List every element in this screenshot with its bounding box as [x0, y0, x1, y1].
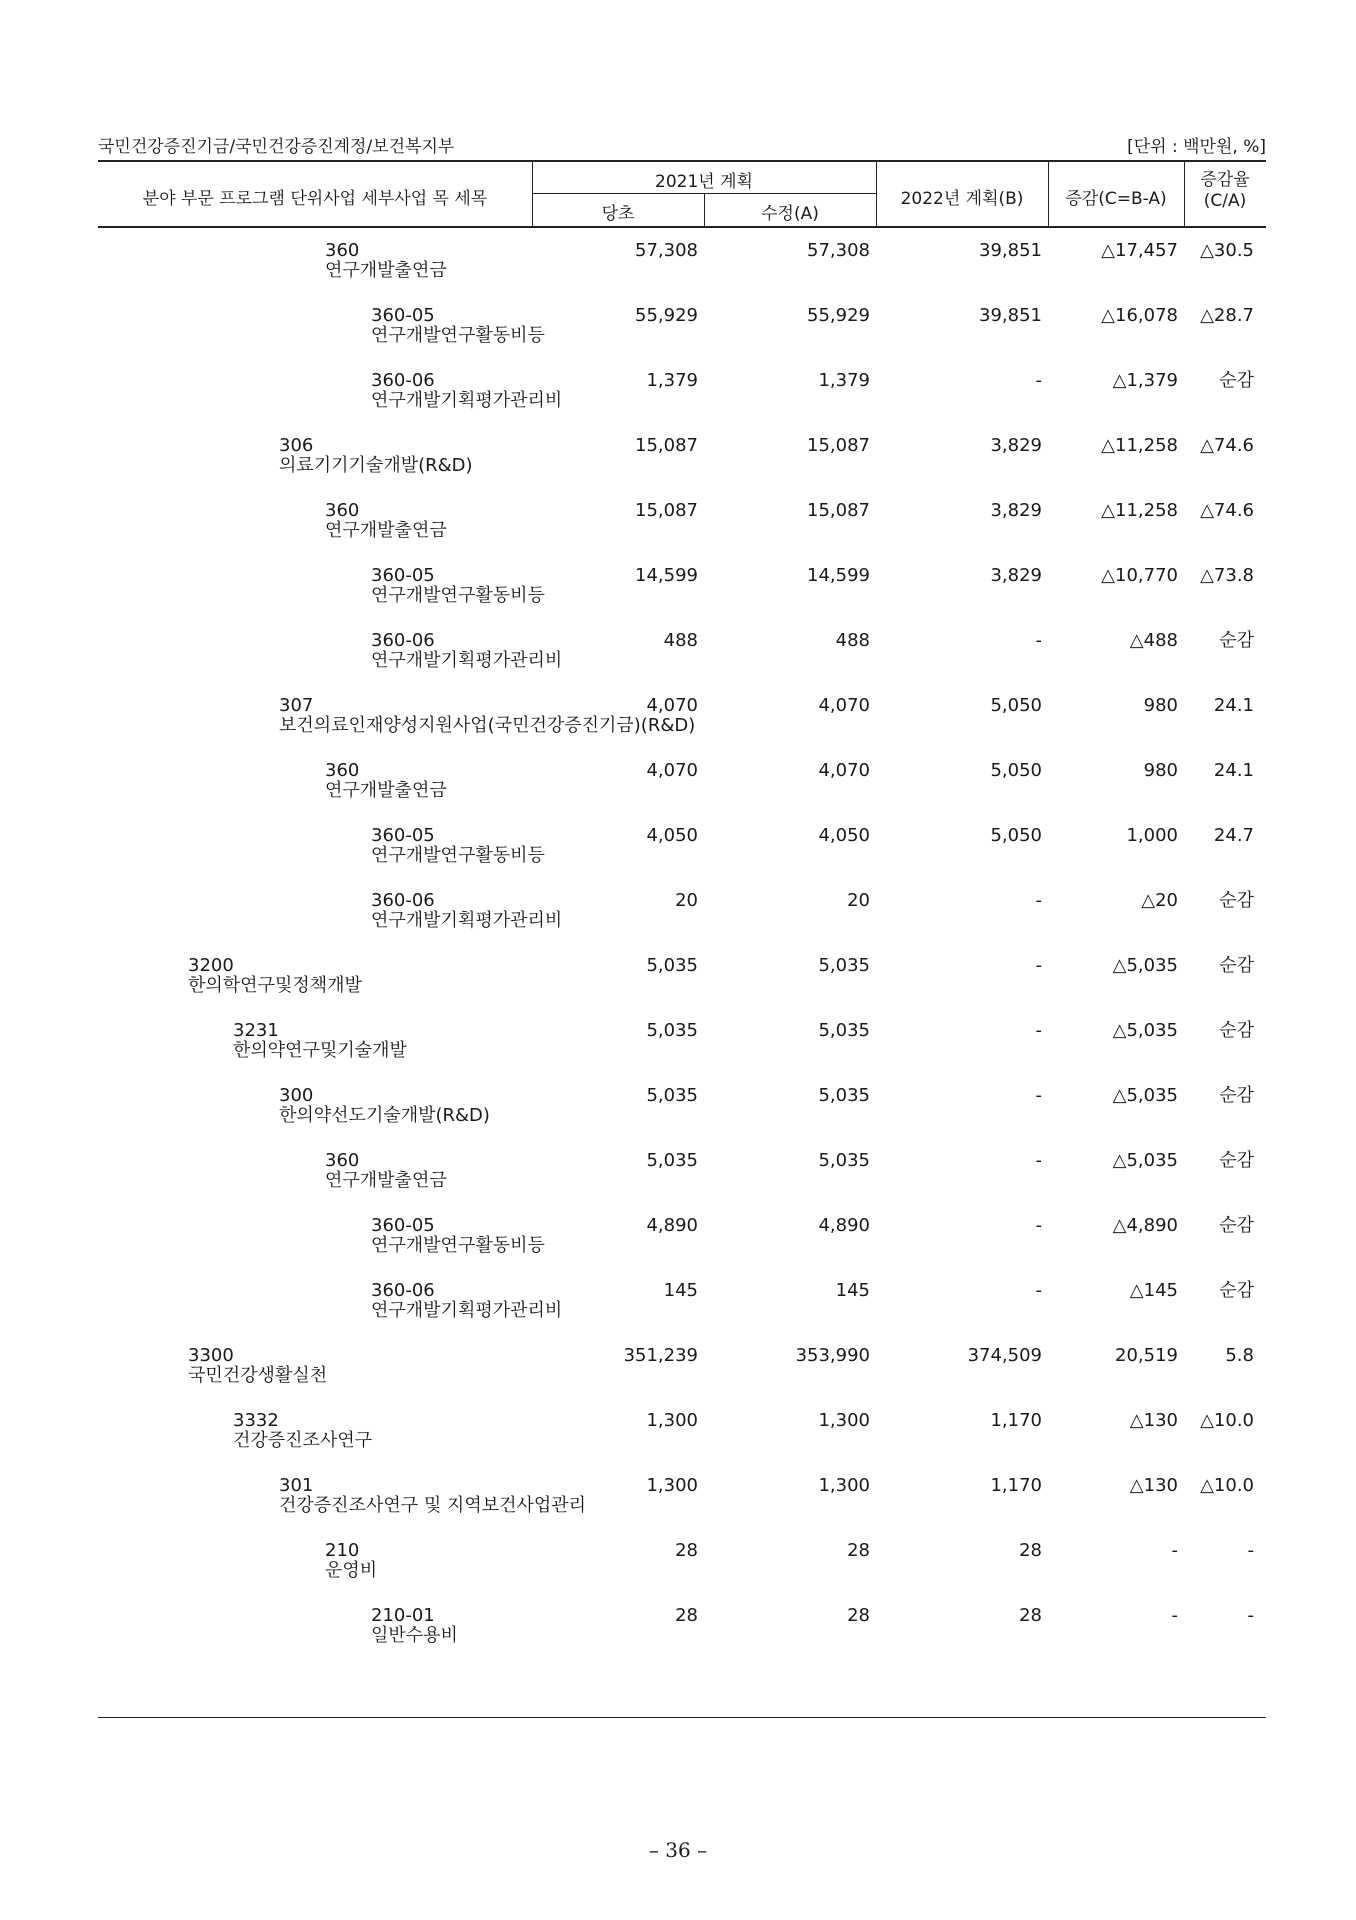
value-revised: 15,087 [807, 435, 870, 456]
value-plan2022: 3,829 [990, 435, 1042, 456]
value-original: 57,308 [635, 240, 698, 261]
item-name: 운영비 [325, 1560, 378, 1581]
value-revised: 5,035 [818, 1150, 870, 1171]
value-revised: 5,035 [818, 1020, 870, 1041]
value-plan2022: - [1035, 955, 1042, 976]
value-rate: 순감 [1219, 370, 1254, 391]
table-row [0, 436, 1356, 486]
item-name: 건강증진조사연구 [233, 1430, 373, 1451]
item-code: 360-06 [371, 890, 435, 911]
item-code: 307 [279, 695, 314, 716]
value-rate: 순감 [1219, 1020, 1254, 1041]
value-change: 20,519 [1115, 1345, 1178, 1366]
value-rate: 순감 [1219, 890, 1254, 911]
table-row [0, 1086, 1356, 1136]
value-original: 4,070 [646, 760, 698, 781]
value-change: 980 [1143, 695, 1178, 716]
item-code: 3332 [233, 1410, 279, 1431]
item-code: 360-06 [371, 1280, 435, 1301]
table-row [0, 1476, 1356, 1526]
value-revised: 5,035 [818, 1085, 870, 1106]
value-original: 28 [675, 1605, 698, 1626]
item-name: 연구개발출연금 [325, 1170, 447, 1191]
page-number: – 36 – [648, 1838, 708, 1862]
item-name: 한의약선도기술개발(R&D) [279, 1105, 490, 1126]
value-revised: 145 [835, 1280, 870, 1301]
value-plan2022: 374,509 [967, 1345, 1042, 1366]
item-code: 3200 [188, 955, 234, 976]
col-header-category: 분야 부문 프로그램 단위사업 세부사업 목 세목 [142, 189, 488, 209]
value-revised: 4,890 [818, 1215, 870, 1236]
item-name: 연구개발연구활동비등 [371, 585, 545, 606]
table-row [0, 761, 1356, 811]
value-change: △145 [1129, 1280, 1178, 1301]
item-name: 연구개발출연금 [325, 520, 447, 541]
value-change: △488 [1129, 630, 1178, 651]
value-change: △17,457 [1101, 240, 1178, 261]
table-row [0, 1151, 1356, 1201]
value-original: 4,070 [646, 695, 698, 716]
item-code: 300 [279, 1085, 314, 1106]
value-original: 4,890 [646, 1215, 698, 1236]
table-row [0, 891, 1356, 941]
value-rate: 순감 [1219, 1215, 1254, 1236]
item-name: 의료기기기술개발(R&D) [279, 455, 473, 476]
value-revised: 55,929 [807, 305, 870, 326]
value-revised: 57,308 [807, 240, 870, 261]
item-name: 보건의료인재양성지원사업(국민건강증진기금)(R&D) [279, 715, 696, 736]
table-row [0, 956, 1356, 1006]
value-revised: 28 [847, 1605, 870, 1626]
table-row [0, 1216, 1356, 1266]
header-bottom-rule [98, 226, 1266, 228]
item-code: 360-05 [371, 1215, 435, 1236]
col-header-plan2022: 2022년 계획(B) [900, 189, 1024, 209]
item-code: 301 [279, 1475, 314, 1496]
value-plan2022: 1,170 [990, 1410, 1042, 1431]
value-plan2022: - [1035, 1020, 1042, 1041]
value-revised: 14,599 [807, 565, 870, 586]
col-header-rate-line2: (C/A) [1203, 191, 1247, 211]
value-plan2022: - [1035, 1085, 1042, 1106]
value-change: △5,035 [1112, 1085, 1178, 1106]
item-name: 연구개발연구활동비등 [371, 1235, 545, 1256]
value-rate: 24.1 [1213, 695, 1254, 716]
item-code: 360 [325, 760, 360, 781]
value-change: △5,035 [1112, 955, 1178, 976]
value-change: 980 [1143, 760, 1178, 781]
table-row [0, 1021, 1356, 1071]
item-name: 연구개발기획평가관리비 [371, 390, 563, 411]
value-change: △1,379 [1112, 370, 1178, 391]
value-rate: △10.0 [1200, 1410, 1254, 1431]
item-name: 건강증진조사연구 및 지역보건사업관리 [279, 1495, 587, 1516]
value-rate: △73.8 [1200, 565, 1254, 586]
item-name: 연구개발출연금 [325, 780, 447, 801]
value-plan2022: 39,851 [979, 240, 1042, 261]
table-row [0, 501, 1356, 551]
table-bottom-rule [98, 1717, 1266, 1718]
value-change: △130 [1129, 1475, 1178, 1496]
value-rate: △74.6 [1200, 435, 1254, 456]
value-change: △11,258 [1101, 435, 1178, 456]
value-change: △10,770 [1101, 565, 1178, 586]
item-code: 360 [325, 1150, 360, 1171]
value-original: 1,300 [646, 1475, 698, 1496]
item-name: 연구개발기획평가관리비 [371, 1300, 563, 1321]
value-rate: 순감 [1219, 1085, 1254, 1106]
item-name: 연구개발연구활동비등 [371, 845, 545, 866]
value-revised: 28 [847, 1540, 870, 1561]
value-rate: △74.6 [1200, 500, 1254, 521]
table-row [0, 696, 1356, 746]
value-plan2022: - [1035, 1280, 1042, 1301]
col-header-original: 당초 [601, 204, 635, 224]
value-rate: 24.7 [1213, 825, 1254, 846]
value-revised: 1,300 [818, 1475, 870, 1496]
item-code: 360-06 [371, 630, 435, 651]
value-rate: △28.7 [1200, 305, 1254, 326]
table-row [0, 826, 1356, 876]
unit-label: [단위 : 백만원, %] [1127, 137, 1266, 157]
item-name: 한의학연구및정책개발 [188, 975, 362, 996]
table-row [0, 631, 1356, 681]
item-code: 3231 [233, 1020, 279, 1041]
value-rate: - [1247, 1605, 1254, 1626]
value-rate: - [1247, 1540, 1254, 1561]
value-plan2022: 28 [1019, 1540, 1042, 1561]
value-original: 20 [675, 890, 698, 911]
value-original: 55,929 [635, 305, 698, 326]
value-plan2022: - [1035, 1215, 1042, 1236]
value-original: 14,599 [635, 565, 698, 586]
value-change: △11,258 [1101, 500, 1178, 521]
table-row [0, 1411, 1356, 1461]
value-change: △20 [1141, 890, 1178, 911]
item-code: 3300 [188, 1345, 234, 1366]
value-change: - [1171, 1605, 1178, 1626]
table-caption: 국민건강증진기금/국민건강증진계정/보건복지부 [98, 137, 455, 157]
value-plan2022: 28 [1019, 1605, 1042, 1626]
item-name: 연구개발기획평가관리비 [371, 910, 563, 931]
item-name: 일반수용비 [371, 1625, 458, 1646]
value-change: 1,000 [1126, 825, 1178, 846]
item-name: 국민건강생활실천 [188, 1365, 328, 1386]
value-change: △16,078 [1101, 305, 1178, 326]
table-row [0, 1281, 1356, 1331]
value-rate: 순감 [1219, 630, 1254, 651]
item-code: 360 [325, 240, 360, 261]
value-revised: 20 [847, 890, 870, 911]
value-plan2022: 5,050 [990, 695, 1042, 716]
item-code: 360-06 [371, 370, 435, 391]
item-code: 360-05 [371, 565, 435, 586]
item-code: 360 [325, 500, 360, 521]
value-original: 5,035 [646, 1150, 698, 1171]
value-revised: 4,070 [818, 695, 870, 716]
table-row [0, 1606, 1356, 1656]
item-code: 306 [279, 435, 314, 456]
value-rate: 5.8 [1225, 1345, 1254, 1366]
value-revised: 488 [835, 630, 870, 651]
value-rate: 순감 [1219, 1150, 1254, 1171]
value-change: △5,035 [1112, 1150, 1178, 1171]
value-plan2022: - [1035, 630, 1042, 651]
value-plan2022: - [1035, 1150, 1042, 1171]
value-revised: 353,990 [795, 1345, 870, 1366]
table-row [0, 566, 1356, 616]
value-original: 5,035 [646, 1085, 698, 1106]
value-revised: 5,035 [818, 955, 870, 976]
value-change: - [1171, 1540, 1178, 1561]
value-change: △4,890 [1112, 1215, 1178, 1236]
table-row [0, 1541, 1356, 1591]
table-row [0, 371, 1356, 421]
value-original: 15,087 [635, 500, 698, 521]
table-row [0, 241, 1356, 291]
item-code: 360-05 [371, 305, 435, 326]
item-code: 360-05 [371, 825, 435, 846]
col-header-revised: 수정(A) [761, 204, 819, 224]
value-original: 4,050 [646, 825, 698, 846]
value-revised: 15,087 [807, 500, 870, 521]
col-header-rate [1184, 170, 1266, 212]
value-plan2022: - [1035, 890, 1042, 911]
value-original: 5,035 [646, 1020, 698, 1041]
table-row [0, 1346, 1356, 1396]
item-name: 한의약연구및기술개발 [233, 1040, 407, 1061]
item-name: 연구개발기획평가관리비 [371, 650, 563, 671]
value-original: 5,035 [646, 955, 698, 976]
value-original: 15,087 [635, 435, 698, 456]
value-original: 1,379 [646, 370, 698, 391]
value-rate: △10.0 [1200, 1475, 1254, 1496]
value-plan2022: - [1035, 370, 1042, 391]
value-plan2022: 3,829 [990, 500, 1042, 521]
item-code: 210-01 [371, 1605, 435, 1626]
value-rate: 순감 [1219, 955, 1254, 976]
value-revised: 1,379 [818, 370, 870, 391]
col-header-rate-line1: 증감율 [1200, 170, 1250, 190]
value-plan2022: 1,170 [990, 1475, 1042, 1496]
value-plan2022: 3,829 [990, 565, 1042, 586]
value-rate: △30.5 [1200, 240, 1254, 261]
value-revised: 4,070 [818, 760, 870, 781]
value-revised: 1,300 [818, 1410, 870, 1431]
value-rate: 24.1 [1213, 760, 1254, 781]
header-top-rule [98, 160, 1266, 162]
value-original: 1,300 [646, 1410, 698, 1431]
value-plan2022: 39,851 [979, 305, 1042, 326]
value-plan2022: 5,050 [990, 825, 1042, 846]
col-header-change: 증감(C=B-A) [1065, 189, 1167, 209]
table-row [0, 306, 1356, 356]
value-change: △5,035 [1112, 1020, 1178, 1041]
value-original: 488 [663, 630, 698, 651]
value-original: 145 [663, 1280, 698, 1301]
value-change: △130 [1129, 1410, 1178, 1431]
item-name: 연구개발출연금 [325, 260, 447, 281]
item-name: 연구개발연구활동비등 [371, 325, 545, 346]
col-header-plan2021: 2021년 계획 [655, 172, 753, 192]
value-rate: 순감 [1219, 1280, 1254, 1301]
value-original: 28 [675, 1540, 698, 1561]
value-original: 351,239 [623, 1345, 698, 1366]
value-plan2022: 5,050 [990, 760, 1042, 781]
item-code: 210 [325, 1540, 360, 1561]
value-revised: 4,050 [818, 825, 870, 846]
